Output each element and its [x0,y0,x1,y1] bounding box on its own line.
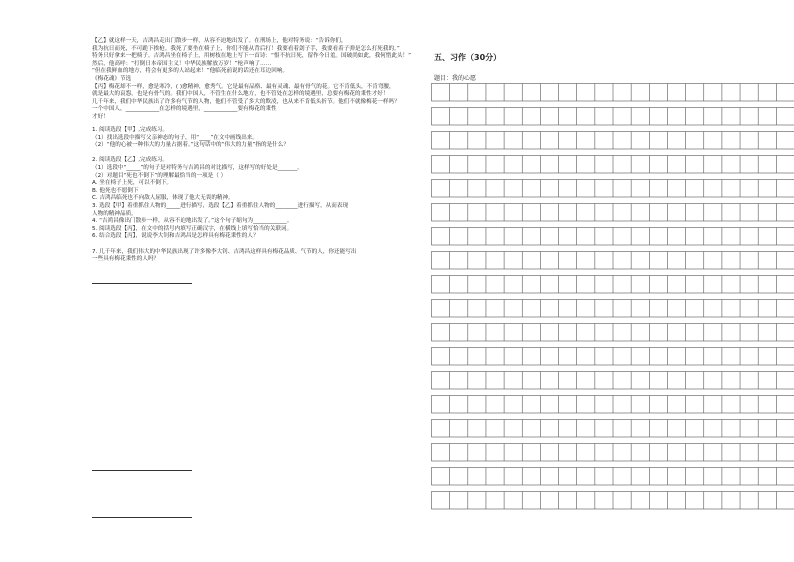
question-line [92,241,392,249]
question-line: 人物的精神品质。 [92,210,137,217]
question-line: 5. 阅读选段【丙】，在文中的括号内填写正确汉字，在横线上填写恰当的关联词。 [92,225,293,232]
composition-topic: 题目：我的心愿 [434,75,477,82]
question-line: 一些具有梅花秉性的人吗？ [92,256,160,263]
question-line: 7. 几千年来，我们伟大的中华民族出现了许多像李大钊、吉鸿昌这样具有梅花品质、气节的人，你还能写出 [92,248,357,255]
passage-line: “但在我鲜血的地方，将会有更多的人站起来！”他临死前说的话还在耳边回响。 [92,68,288,75]
question-list [92,127,392,264]
question-line: 6. 结合选段【丙】，说说李大钊和吉鸿昌是怎样具有梅花秉性的人？ [92,233,259,240]
answer-line[interactable] [92,517,192,518]
passage-line: 我为抗日而死，不可跪下挨枪。我死了要坐在椅子上，你们不能从背后打！我要看着刽子手，我要看着子弹是怎么打死我的。” [92,45,400,52]
question-line: （1）找出选段中描写父亲神态的句子，用“____”在文中画线出来。 [92,134,258,141]
passage-line: 【乙】就这样一天，吉鸿昌走出门散步一样，从容不迫地出发了。在刑场上，他对特务说：“告诉你们， [92,38,347,44]
reading-section [92,38,412,264]
passage-line: 然后，他高呼：“打倒日本帝国主义！中华民族解放万岁！”枪声响了…… [92,60,272,67]
passage-line: 一个中国人，____________在怎样的境遇里，____________要有梅花的秉性 [92,106,277,113]
answer-line[interactable] [92,283,192,284]
passage-line: 【丙】梅花却不一样，愈是寒冷，( )愈精神，愈秀气。它是最有品格、最有灵魂、最有骨气的花。它不肯低头，不肯弯腰， [92,83,395,90]
passage-line: 《梅花魂》节选 [92,75,132,82]
passage-line: 才好！ [92,113,109,120]
question-line: A. 坐在椅子上死，可以不倒下。 [92,180,173,187]
question-line: 1. 阅读选段【甲】,完成练习。 [92,127,169,134]
question-line: （2）对题目“死也不倒下”的理解最恰当的一项是（ ） [92,172,227,179]
question-line: B. 他死也不愿倒下 [92,187,139,194]
passage-line: 特务只好拿来一把椅子。吉鸿昌坐在椅子上，用树枝在地上写下一首诗：“恨不抗日死，留作今日羞。国破尚如此，我何惜此头！” [92,53,412,60]
passage-line: 几千年来，我们中华民族出了许多有气节的人物，他们不管受了多大的欺凌，也从来不肯低头折节。他们不就像梅花一样吗？ [92,98,400,105]
question-line: 2. 阅读选段【乙】,完成练习。 [92,157,169,164]
question-line: 4. “吉鸿昌像出门散步一样，从容不迫地出发了。”这个句子缩句为____________。 [92,218,293,225]
passage-line: 就是最大的哀怨，也是有骨气的。我们中国人，不管生在什么地方，也不管处在怎样的境遇里，总要有梅花的秉性才好！ [92,91,389,98]
question-line: （1）选段中“_____”的句子是对特务与吉鸿昌的对比描写，这样写的好处是_______。 [92,165,303,171]
passage [92,38,412,122]
answer-line[interactable] [92,470,192,471]
question-line: 3. 选段【甲】着重抓住人物的_____进行描写，选段【乙】着重抓住人物的________进行描写，从而表现 [92,202,349,209]
question-line: C. 吉鸿昌临死也不向敌人屈服，体现了他大无畏的精神。 [92,195,234,202]
question-line: （2）“他的心被一种伟大的力量占据着。”这句话中的“伟大的力量”指的是什么？ [92,142,289,149]
composition-title: 五、习作（30分） [434,53,502,62]
composition-grid[interactable] [431,83,794,521]
